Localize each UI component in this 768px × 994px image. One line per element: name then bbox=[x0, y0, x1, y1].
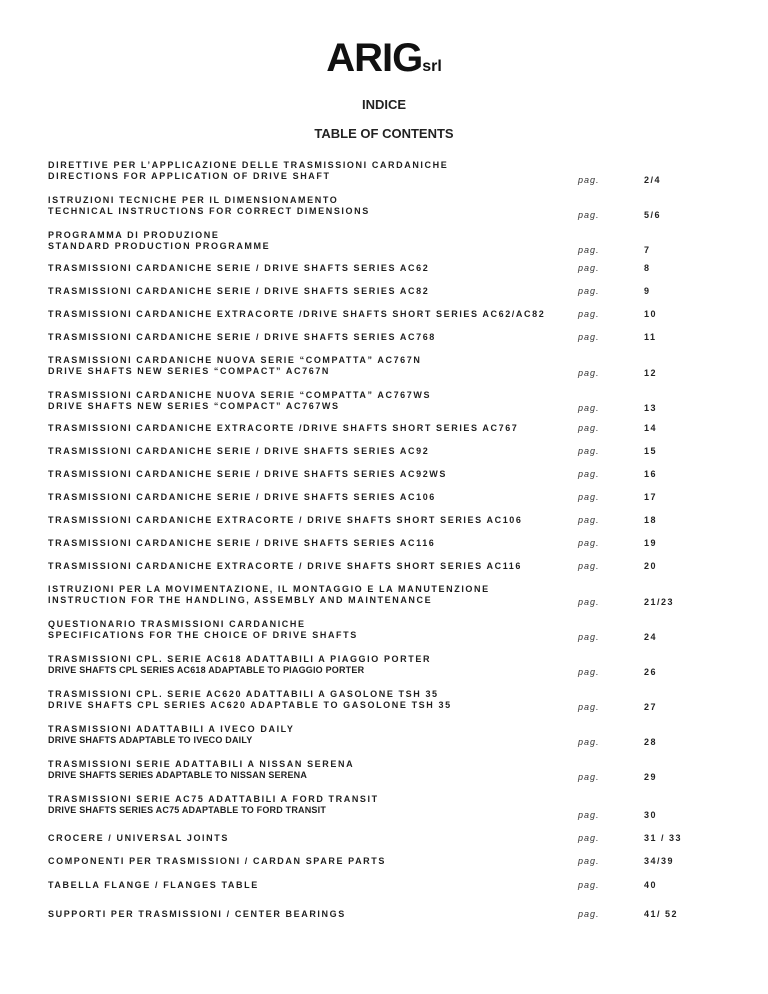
toc-entry-title-line: TRASMISSIONI CARDANICHE NUOVA SERIE “COMPATTA” AC767N bbox=[48, 355, 422, 365]
page-number: 34/39 bbox=[644, 856, 675, 866]
page-number: 8 bbox=[644, 263, 651, 273]
toc-entry-title-line: PROGRAMMA DI PRODUZIONE bbox=[48, 230, 220, 240]
toc-entry[interactable] bbox=[48, 856, 728, 867]
toc-entry-title-line: DRIVE SHAFTS CPL SERIES AC620 ADAPTABLE TO GASOLONE TSH 35 bbox=[48, 700, 452, 710]
pag-label: pag. bbox=[578, 561, 600, 571]
toc-entry-title-line: INSTRUCTION FOR THE HANDLING, ASSEMBLY AND MAINTENANCE bbox=[48, 595, 433, 605]
toc-entry-title-line: TRASMISSIONI CARDANICHE EXTRACORTE / DRIVE SHAFTS SHORT SERIES AC116 bbox=[48, 561, 523, 571]
toc-entry-title-line: DRIVE SHAFTS ADAPTABLE TO IVECO DAILY bbox=[48, 735, 253, 745]
toc-entry-title-line: TRASMISSIONI CARDANICHE SERIE / DRIVE SHAFTS SERIES AC768 bbox=[48, 332, 436, 342]
pag-label: pag. bbox=[578, 492, 600, 502]
toc-entry-title-line: TRASMISSIONI CPL. SERIE AC618 ADATTABILI A PIAGGIO PORTER bbox=[48, 654, 432, 664]
toc-title: TABLE OF CONTENTS bbox=[314, 126, 454, 141]
pag-label: pag. bbox=[578, 833, 600, 843]
toc-entry-title-line: DRIVE SHAFTS SERIES AC75 ADAPTABLE TO FORD TRANSIT bbox=[48, 805, 327, 815]
toc-entry[interactable] bbox=[48, 724, 728, 746]
toc-entry[interactable] bbox=[48, 492, 728, 503]
toc-entry[interactable] bbox=[48, 160, 728, 185]
pag-label: pag. bbox=[578, 737, 600, 747]
page-number: 31 / 33 bbox=[644, 833, 683, 843]
toc-entry[interactable] bbox=[48, 880, 728, 891]
logo-text: ARIG bbox=[326, 36, 423, 80]
toc-entry[interactable] bbox=[48, 515, 728, 526]
toc-entry-title-line: ISTRUZIONI PER LA MOVIMENTAZIONE, IL MONTAGGIO E LA MANUTENZIONE bbox=[48, 584, 490, 594]
page-number: 41/ 52 bbox=[644, 909, 679, 919]
page-number: 26 bbox=[644, 667, 658, 677]
page-number: 16 bbox=[644, 469, 658, 479]
toc-entry[interactable] bbox=[48, 195, 728, 220]
toc-entry[interactable] bbox=[48, 909, 728, 920]
toc-entry-title-line: TRASMISSIONI ADATTABILI A IVECO DAILY bbox=[48, 724, 295, 734]
pag-label: pag. bbox=[578, 810, 600, 820]
toc-entry[interactable] bbox=[48, 469, 728, 480]
toc-entry[interactable] bbox=[48, 584, 728, 606]
page-number: 28 bbox=[644, 737, 658, 747]
toc-entry-title-line: DRIVE SHAFTS NEW SERIES “COMPACT” AC767WS bbox=[48, 401, 340, 411]
page-number: 7 bbox=[644, 245, 651, 255]
pag-label: pag. bbox=[578, 880, 600, 890]
page-number: 20 bbox=[644, 561, 658, 571]
toc-entry-title-line: SUPPORTI PER TRASMISSIONI / CENTER BEARINGS bbox=[48, 909, 346, 919]
pag-label: pag. bbox=[578, 632, 600, 642]
page-number: 9 bbox=[644, 286, 651, 296]
toc-entry[interactable] bbox=[48, 689, 728, 711]
pag-label: pag. bbox=[578, 368, 600, 378]
toc-entry-title-line: TECHNICAL INSTRUCTIONS FOR CORRECT DIMENSIONS bbox=[48, 206, 370, 216]
page-number: 18 bbox=[644, 515, 658, 525]
toc-entry[interactable] bbox=[48, 390, 728, 412]
pag-label: pag. bbox=[578, 702, 600, 712]
pag-label: pag. bbox=[578, 309, 600, 319]
page-number: 10 bbox=[644, 309, 658, 319]
page-number: 17 bbox=[644, 492, 658, 502]
toc-entry-title-line: TRASMISSIONI CARDANICHE SERIE / DRIVE SHAFTS SERIES AC116 bbox=[48, 538, 436, 548]
logo-suffix: srl bbox=[422, 58, 442, 75]
pag-label: pag. bbox=[578, 210, 600, 220]
toc-entry-title-line: DRIVE SHAFTS NEW SERIES “COMPACT” AC767N bbox=[48, 366, 331, 376]
page-number: 29 bbox=[644, 772, 658, 782]
page-number: 15 bbox=[644, 446, 658, 456]
pag-label: pag. bbox=[578, 332, 600, 342]
page-number: 19 bbox=[644, 538, 658, 548]
toc-entry[interactable] bbox=[48, 332, 728, 343]
company-logo bbox=[0, 36, 768, 81]
toc-entry-title-line: ISTRUZIONI TECNICHE PER IL DIMENSIONAMENTO bbox=[48, 195, 339, 205]
toc-entry-title-line: DIRECTIONS FOR APPLICATION OF DRIVE SHAFT bbox=[48, 171, 331, 181]
toc-entry-title-line: DIRETTIVE PER L’APPLICAZIONE DELLE TRASMISSIONI CARDANICHE bbox=[48, 160, 449, 170]
toc-entry[interactable] bbox=[48, 538, 728, 549]
toc-entry[interactable] bbox=[48, 423, 728, 434]
pag-label: pag. bbox=[578, 175, 600, 185]
toc-entry-title-line: DRIVE SHAFTS CPL SERIES AC618 ADAPTABLE TO PIAGGIO PORTER bbox=[48, 665, 365, 675]
pag-label: pag. bbox=[578, 772, 600, 782]
toc-entry-title-line: TRASMISSIONI CARDANICHE SERIE / DRIVE SHAFTS SERIES AC92 bbox=[48, 446, 430, 456]
toc-entry[interactable] bbox=[48, 619, 728, 641]
toc-entry-title-line: DRIVE SHAFTS SERIES ADAPTABLE TO NISSAN SERENA bbox=[48, 770, 308, 780]
pag-label: pag. bbox=[578, 469, 600, 479]
toc-entry-title-line: TRASMISSIONI CARDANICHE EXTRACORTE /DRIVE SHAFTS SHORT SERIES AC767 bbox=[48, 423, 519, 433]
toc-entry-title-line: CROCERE / UNIVERSAL JOINTS bbox=[48, 833, 229, 843]
toc-entry-title-line: SPECIFICATIONS FOR THE CHOICE OF DRIVE SHAFTS bbox=[48, 630, 358, 640]
page-number: 5/6 bbox=[644, 210, 662, 220]
toc-entry[interactable] bbox=[48, 794, 728, 820]
toc-entry-title-line: TRASMISSIONI CARDANICHE SERIE / DRIVE SHAFTS SERIES AC82 bbox=[48, 286, 430, 296]
toc-entry[interactable] bbox=[48, 286, 728, 297]
index-title: INDICE bbox=[361, 97, 407, 112]
toc-entry[interactable] bbox=[48, 833, 728, 844]
toc-entry-title-line: TRASMISSIONI CARDANICHE SERIE / DRIVE SHAFTS SERIES AC106 bbox=[48, 492, 436, 502]
toc-entry[interactable] bbox=[48, 446, 728, 457]
toc-entry-title-line: TRASMISSIONI CARDANICHE SERIE / DRIVE SHAFTS SERIES AC92WS bbox=[48, 469, 448, 479]
toc-entry-title-line: TRASMISSIONI CARDANICHE EXTRACORTE /DRIVE SHAFTS SHORT SERIES AC62/AC82 bbox=[48, 309, 546, 319]
pag-label: pag. bbox=[578, 515, 600, 525]
toc-entry[interactable] bbox=[48, 309, 728, 320]
toc-entry-title-line: TRASMISSIONI SERIE AC75 ADATTABILI A FORD TRANSIT bbox=[48, 794, 379, 804]
pag-label: pag. bbox=[578, 667, 600, 677]
pag-label: pag. bbox=[578, 856, 600, 866]
page-number: 21/23 bbox=[644, 597, 675, 607]
pag-label: pag. bbox=[578, 423, 600, 433]
toc-entry-title-line: COMPONENTI PER TRASMISSIONI / CARDAN SPARE PARTS bbox=[48, 856, 386, 866]
pag-label: pag. bbox=[578, 909, 600, 919]
page-number: 11 bbox=[644, 332, 657, 342]
page-number: 24 bbox=[644, 632, 658, 642]
toc-entry[interactable] bbox=[48, 654, 728, 676]
pag-label: pag. bbox=[578, 446, 600, 456]
page-number: 40 bbox=[644, 880, 658, 890]
page-number: 30 bbox=[644, 810, 658, 820]
pag-label: pag. bbox=[578, 538, 600, 548]
page-number: 2/4 bbox=[644, 175, 662, 185]
toc-entry-title-line: QUESTIONARIO TRASMISSIONI CARDANICHE bbox=[48, 619, 306, 629]
toc-entry[interactable] bbox=[48, 759, 728, 781]
toc-entry[interactable] bbox=[48, 263, 728, 274]
toc-entry-title-line: TRASMISSIONI SERIE ADATTABILI A NISSAN SERENA bbox=[48, 759, 355, 769]
page-number: 14 bbox=[644, 423, 658, 433]
toc-entry-title-line: TRASMISSIONI CARDANICHE SERIE / DRIVE SHAFTS SERIES AC62 bbox=[48, 263, 430, 273]
page-number: 12 bbox=[644, 368, 658, 378]
pag-label: pag. bbox=[578, 245, 600, 255]
toc-entry-title-line: TRASMISSIONI CARDANICHE EXTRACORTE / DRIVE SHAFTS SHORT SERIES AC106 bbox=[48, 515, 523, 525]
page-number: 13 bbox=[644, 403, 658, 413]
toc-entry-title-line: TRASMISSIONI CARDANICHE NUOVA SERIE “COMPATTA” AC767WS bbox=[48, 390, 432, 400]
pag-label: pag. bbox=[578, 286, 600, 296]
toc-entry[interactable] bbox=[48, 230, 728, 255]
page-number: 27 bbox=[644, 702, 658, 712]
pag-label: pag. bbox=[578, 403, 600, 413]
toc-entry-title-line: STANDARD PRODUCTION PROGRAMME bbox=[48, 241, 271, 251]
toc-entry[interactable] bbox=[48, 561, 728, 572]
toc-entry[interactable] bbox=[48, 355, 728, 377]
pag-label: pag. bbox=[578, 263, 600, 273]
pag-label: pag. bbox=[578, 597, 600, 607]
toc-entry-title-line: TABELLA FLANGE / FLANGES TABLE bbox=[48, 880, 259, 890]
toc-entry-title-line: TRASMISSIONI CPL. SERIE AC620 ADATTABILI A GASOLONE TSH 35 bbox=[48, 689, 439, 699]
